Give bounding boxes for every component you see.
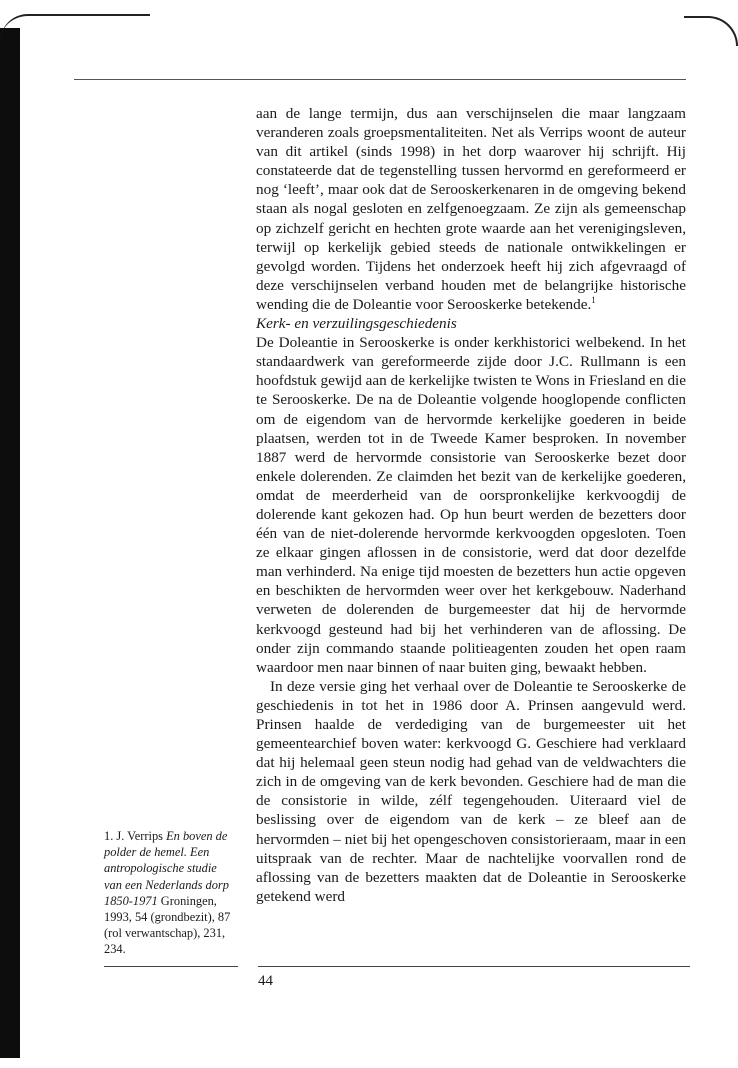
footnote-book-title: En boven de polder de hemel. Een antropologische studie van een Nederlands dorp 1850-1971	[104, 829, 229, 908]
scan-page-curl-left	[0, 14, 150, 42]
footnote-details: Groningen, 1993, 54 (grondbezit), 87 (rol verwantschap), 231, 234.	[104, 893, 231, 957]
main-text-column	[256, 104, 686, 906]
body-paragraph: In deze versie ging het verhaal over de Doleantie te Serooskerke de geschiedenis in tot het in 1986 door A. Prinsen aangevuld werd. Prinsen haalde de verdediging van de burgemeester uit het gemeentearchief boven water: kerkvoogd G. Geschiere had verklaard dat hij helemaal geen steun nodig had gehad van de veldwachters die zich in de omgeving van de kerk bevonden. Geschiere had de man die de consistorie in wilde, zélf tegengehouden. Uiteraard viel de beslissing over de eigendom van de kerk – ze bleef aan de hervormden – niet bij het opengeschoven consistorieraam, maar in een uitspraak van de rechter. Maar de nachtelijke voorvallen rond de aflossing van de bezetters maakten dat de Doleantie in Serooskerke getekend werd	[256, 677, 686, 905]
section-heading: Kerk- en verzuilingsgeschiedenis	[256, 315, 457, 333]
body-paragraph: De Doleantie in Serooskerke is onder kerkhistorici welbekend. In het standaardwerk van gereformeerde zijde door J.C. Rullmann is een hoofdstuk gewijd aan de kerkelijke twisten te Wons in Friesland en die te Serooskerke. De na de Doleantie volgende hooglopende conflicten om de eigendom van de hervormde kerkelijke goederen in beide plaatsen, werden tot in de Tweede Kamer besproken. In november 1887 werd de hervormde consistorie van Serooskerke bezet door enkele dolerenden. Ze claimden het bezit van de kerkelijke goederen, omdat de meerderheid van de oorspronkelijke kerkvoogdij de dolerende kant gekozen had. Op hun beurt werden de bezetters door één van de niet-dolerende hervormde kerkvoogden opgesloten. Toen ze elkaar gingen aflossen in de consistorie, werd dat door dezelfde man verhinderd. Na enige tijd moesten de bezetters hun actie opgeven en beschikten de hervormden weer over het kerkgebouw. Naderhand verweten de dolerenden de burgemeester dat hij de hervormde kerkvoogd gesteund had bij het verhinderen van de aflossing. De onder zijn commando staande politieagenten zouden het open raam waardoor men naar binnen of naar buiten ging, bewaakt hebben.	[256, 334, 686, 676]
page-number: 44	[258, 973, 273, 989]
intro-paragraph	[256, 104, 686, 314]
footnote-reference-marker: 1	[591, 294, 596, 305]
scan-page-edge-shadow	[0, 28, 20, 1058]
footer-rule	[258, 966, 690, 967]
scan-page-curl-right	[684, 16, 738, 46]
footnote-rule	[104, 966, 238, 967]
header-rule	[74, 79, 686, 80]
footnote	[104, 828, 236, 958]
footnote-prefix: 1. J. Verrips	[104, 829, 167, 843]
intro-paragraph-text: aan de lange termijn, dus aan verschijnselen die maar langzaam veranderen zoals groepsmentaliteiten. Net als Verrips woont de auteur van dit artikel (sinds 1998) in het dorp waarover hij schrijft. Hij constateerde dat de tegenstelling tussen hervormd en gereformeerd er nog ‘leeft’, maar ook dat de Serooskerkenaren in de omgeving bekend staan als nogal gesloten en zelfgenoegzaam. Ze zijn als gemeenschap op zichzelf gericht en hechten grote waarde aan het verenigingsleven, terwijl op kerkelijk gebied steeds de nationale ontwikkelingen er gevolgd worden. Tijdens het onderzoek heeft hij zich afgevraagd of deze verschijnselen verband houden met de belangrijke historische wending die de Doleantie voor Serooskerke betekende.	[256, 105, 686, 313]
